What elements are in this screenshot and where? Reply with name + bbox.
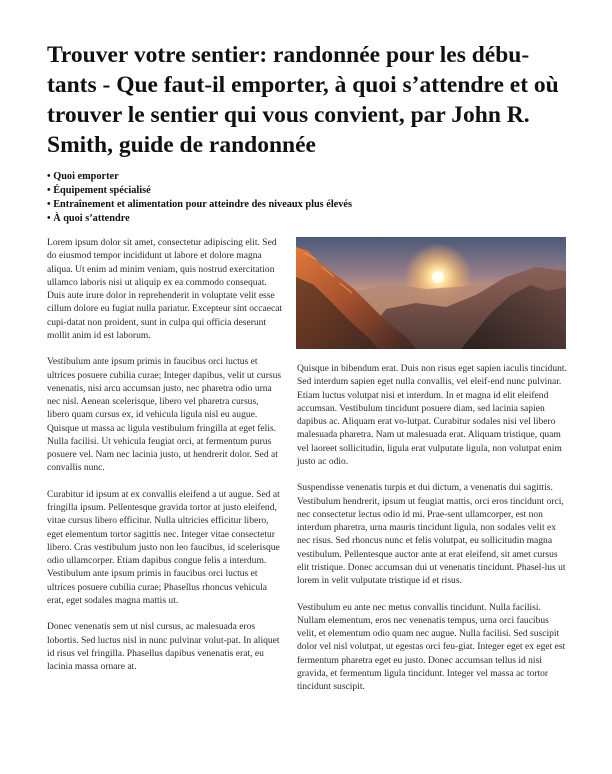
body-paragraph: Donec venenatis sem ut nisl cursus, ac malesuada eros lobortis. Sed luctus nisl in nunc pulvinar volut-pat. In aliquet id risus vel fringilla. Phasellus dapibus venenatis erat, eu lacinia massa ornare at. xyxy=(47,621,280,672)
body-paragraph: Vestibulum ante ipsum primis in faucibus orci luctus et ultrices posuere cubilia curae; Integer dapibus, velit ut cursus venenatis, nisi arcu accumsan justo, nec pharetra odio urna nec nisl. Aenean scelerisque, libero vel pharetra cursus, libero quam cursus ex, id vehicula ligula nisl eu augue. Quisque ut massa ac ligula vestibulum fringilla at eget felis. Nulla facilisi. Ut vehicula feugiat orci, at fermentum purus posuere vel. Nam nec lacinia justo, ut hendrerit dolor. Sed at convallis nunc. xyxy=(47,356,282,474)
mountain-sunset-photo xyxy=(296,237,566,349)
topic-item: • Entraînement et alimentation pour atteindre des niveaux plus élevés xyxy=(47,198,567,212)
body-paragraph: Vestibulum eu ante nec metus convallis tincidunt. Nulla facilisi. Nullam elementum, eros nec venenatis tempus, urna orci faucibus velit, et elementum odio quam nec augue. Nulla facilisi. Sed suscipit dolor vel nisl volutpat, ut egestas orci feu-giat. Integer eget ex eget est fermentum pharetra eget eu justo. Donec accumsan tellus id nisi gravida, et fermentum ligula tincidunt. Integer vel massa ac tortor tincidunt suscipit. xyxy=(297,601,566,692)
body-paragraph: Lorem ipsum dolor sit amet, consectetur adipiscing elit. Sed do eiusmod tempor incididunt ut labore et dolore magna aliqua. Ut enim ad minim veniam, quis nostrud exercitation ullamco laboris nisi ut aliquip ex ea commodo consequat. Duis aute irure dolor in reprehenderit in voluptate velit esse cillum dolore eu fugiat nulla pariatur. Excepteur sint occaecat cupi-datat non proident, sunt in culpa qui officia deserunt mollit anim id est laborum. xyxy=(47,237,283,341)
topic-list xyxy=(47,170,567,226)
body-paragraph: Quisque in bibendum erat. Duis non risus eget sapien iaculis tincidunt. Sed interdum sapien eget nulla convallis, vel eleif-end nunc pulvinar. Etiam luctus volutpat nisi et interdum. In et magna id elit eleifend accumsan. Vestibulum tincidunt posuere diam, sed lacinia sapien dapibus ac. Aliquam erat vo-lutpat. Curabitur sodales nisi vel libero malesuada pharetra. Nam ut malesuada erat. Aliquam tristique, quam vel laoreet sollicitudin, ligula erat vulputate ligula, non volutpat enim justo ac odio. xyxy=(297,363,567,467)
right-column xyxy=(297,362,569,707)
left-column xyxy=(47,236,283,687)
topic-item: • Équipement spécialisé xyxy=(47,184,567,198)
body-paragraph: Curabitur id ipsum at ex convallis eleifend a ut augue. Sed at fringilla ipsum. Pellentesque gravida tortor at justo eleifend, vitae cursus libero efficitur. Nulla ultricies efficitur libero, eget elementum tortor sagittis nec. Integer vitae consectetur libero. Cras vestibulum justo non leo faucibus, id scelerisque odio ullamcorper. Etiam dapibus congue felis a interdum. Vestibulum ante ipsum primis in faucibus orci luctus et ultrices posuere cubilia curae; Phasellus rhoncus vehicula erat, eget sodales magna mattis ut. xyxy=(47,488,280,606)
body-paragraph: Suspendisse venenatis turpis et dui dictum, a venenatis dui sagittis. Vestibulum hendrerit, ipsum ut feugiat mattis, orci eros tincidunt orci, nec consectetur lectus odio id mi. Prae-sent ullamcorper, est non interdum pharetra, urna mauris tincidunt ligula, non sodales velit ex nec risus. Sed rhoncus nunc et felis volutpat, eu sollicitudin magna vestibulum. Pellentesque auctor ante at erat eleifend, sit amet cursus elit tristique. Donec accumsan dui ut venenatis tincidunt. Phasel-lus ut lorem in velit vulputate tristique id et risus. xyxy=(297,482,566,586)
topic-item: • À quoi s’attendre xyxy=(47,212,567,226)
article-title: Trouver votre sentier: randonnée pour les débu-tants - Que faut-il emporter, à quoi s’attendre et où trouver le sentier qui vous convient, par John R. Smith, guide de randonnée xyxy=(47,42,559,158)
topic-item: • Quoi emporter xyxy=(47,170,567,184)
